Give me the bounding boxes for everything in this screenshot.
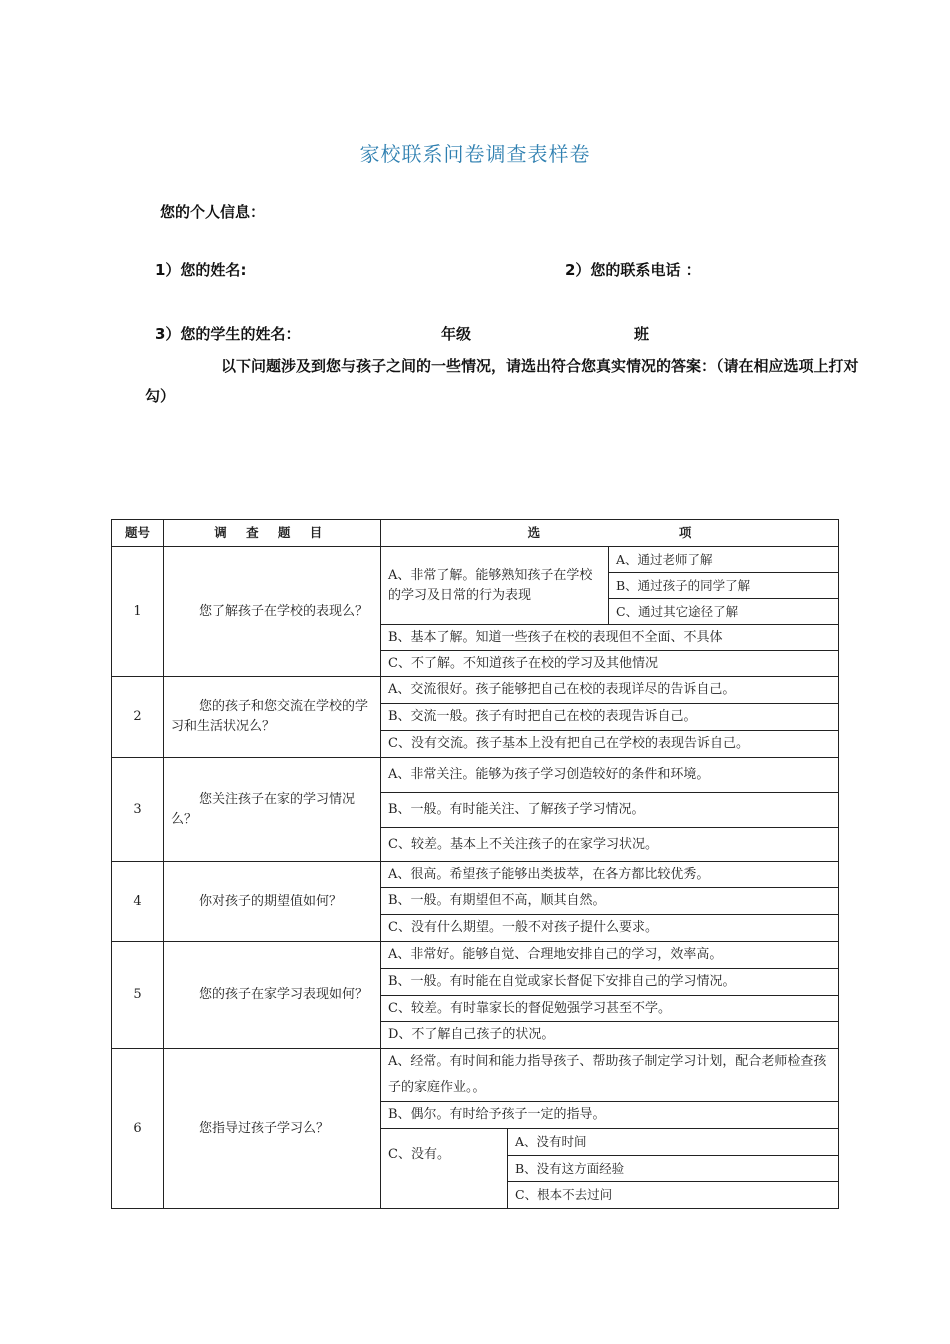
header-question: 调 查 题 目 <box>164 520 381 547</box>
option-b[interactable]: B、基本了解。知道一些孩子在校的表现但不全面、不具体 <box>381 625 839 651</box>
table-row <box>112 547 839 573</box>
question-text: 您了解孩子在学校的表现么？ <box>164 547 381 677</box>
option-a[interactable]: A、非常好。能够自觉、合理地安排自己的学习，效率高。 <box>381 942 839 969</box>
option-a[interactable]: A、非常关注。能够为孩子学习创造较好的条件和环境。 <box>381 758 839 793</box>
option-d[interactable]: D、不了解自己孩子的状况。 <box>381 1022 839 1049</box>
table-row <box>112 1049 839 1102</box>
grade-label: 年级 <box>441 325 472 343</box>
question-text: 您关注孩子在家的学习情况么？ <box>164 758 381 862</box>
question-text: 你对孩子的期望值如何？ <box>164 862 381 942</box>
option-b[interactable]: B、一般。有期望但不高，顺其自然。 <box>381 888 839 915</box>
student-name-label: 3）您的学生的姓名： <box>155 325 301 343</box>
header-options-a: 选 <box>527 525 541 540</box>
personal-info-heading: 您的个人信息： <box>160 203 266 221</box>
question-text: 您指导过孩子学习么？ <box>164 1049 381 1209</box>
option-a[interactable]: A、很高。希望孩子能够出类拔萃，在各方都比较优秀。 <box>381 862 839 888</box>
class-label: 班 <box>634 325 650 343</box>
question-number: 1 <box>112 547 164 677</box>
option-c[interactable]: C、较差。有时靠家长的督促勉强学习甚至不学。 <box>381 996 839 1022</box>
sub-option[interactable]: B、通过孩子的同学了解 <box>609 573 839 599</box>
option-a[interactable]: A、经常。有时间和能力指导孩子、帮助孩子制定学习计划，配合老师检查孩子的家庭作业。。 <box>381 1049 839 1102</box>
question-number: 4 <box>112 862 164 942</box>
phone-label: 2）您的联系电话 ： <box>565 261 701 279</box>
header-options <box>381 520 839 547</box>
header-options-b: 项 <box>678 525 692 540</box>
option-c[interactable]: C、没有交流。孩子基本上没有把自己在学校的表现告诉自己。 <box>381 731 839 758</box>
survey-table <box>111 519 839 1209</box>
option-c[interactable]: C、不了解。不知道孩子在校的学习及其他情况 <box>381 651 839 677</box>
table-row <box>112 677 839 704</box>
sub-option[interactable]: C、根本不去过问 <box>508 1182 839 1209</box>
option-b[interactable]: B、交流一般。孩子有时把自己在校的表现告诉自己。 <box>381 704 839 731</box>
table-row <box>112 942 839 969</box>
sub-option[interactable]: A、没有时间 <box>508 1129 839 1156</box>
question-number: 3 <box>112 758 164 862</box>
option-b[interactable]: B、一般。有时能在自觉或家长督促下安排自己的学习情况。 <box>381 969 839 996</box>
question-text: 您的孩子和您交流在学校的学习和生活状况么？ <box>164 677 381 758</box>
option-b[interactable]: B、一般。有时能关注、了解孩子学习情况。 <box>381 793 839 828</box>
table-header-row <box>112 520 839 547</box>
question-text: 您的孩子在家学习表现如何？ <box>164 942 381 1049</box>
option-c[interactable]: C、没有什么期望。一般不对孩子提什么要求。 <box>381 915 839 942</box>
name-label: 1）您的姓名: <box>155 261 247 279</box>
sub-option[interactable]: B、没有这方面经验 <box>508 1156 839 1182</box>
option-c[interactable]: C、没有。 <box>381 1129 508 1209</box>
table-row <box>112 862 839 888</box>
sub-option[interactable]: C、通过其它途径了解 <box>609 599 839 625</box>
option-c[interactable]: C、较差。基本上不关注孩子的在家学习状况。 <box>381 828 839 862</box>
sub-option[interactable]: A、通过老师了解 <box>609 547 839 573</box>
option-a[interactable]: A、非常了解。能够熟知孩子在学校的学习及日常的行为表现 <box>381 547 609 625</box>
header-num: 题号 <box>112 520 164 547</box>
question-number: 5 <box>112 942 164 1049</box>
table-row <box>112 758 839 793</box>
page-title: 家校联系问卷调查表样卷 <box>359 142 591 166</box>
question-number: 6 <box>112 1049 164 1209</box>
option-a[interactable]: A、交流很好。孩子能够把自己在校的表现详尽的告诉自己。 <box>381 677 839 704</box>
option-b[interactable]: B、偶尔。有时给予孩子一定的指导。 <box>381 1102 839 1129</box>
question-number: 2 <box>112 677 164 758</box>
instructions-paragraph: 以下问题涉及到您与孩子之间的一些情况，请选出符合您真实情况的答案：（请在相应选项上打对勾） <box>145 357 859 405</box>
